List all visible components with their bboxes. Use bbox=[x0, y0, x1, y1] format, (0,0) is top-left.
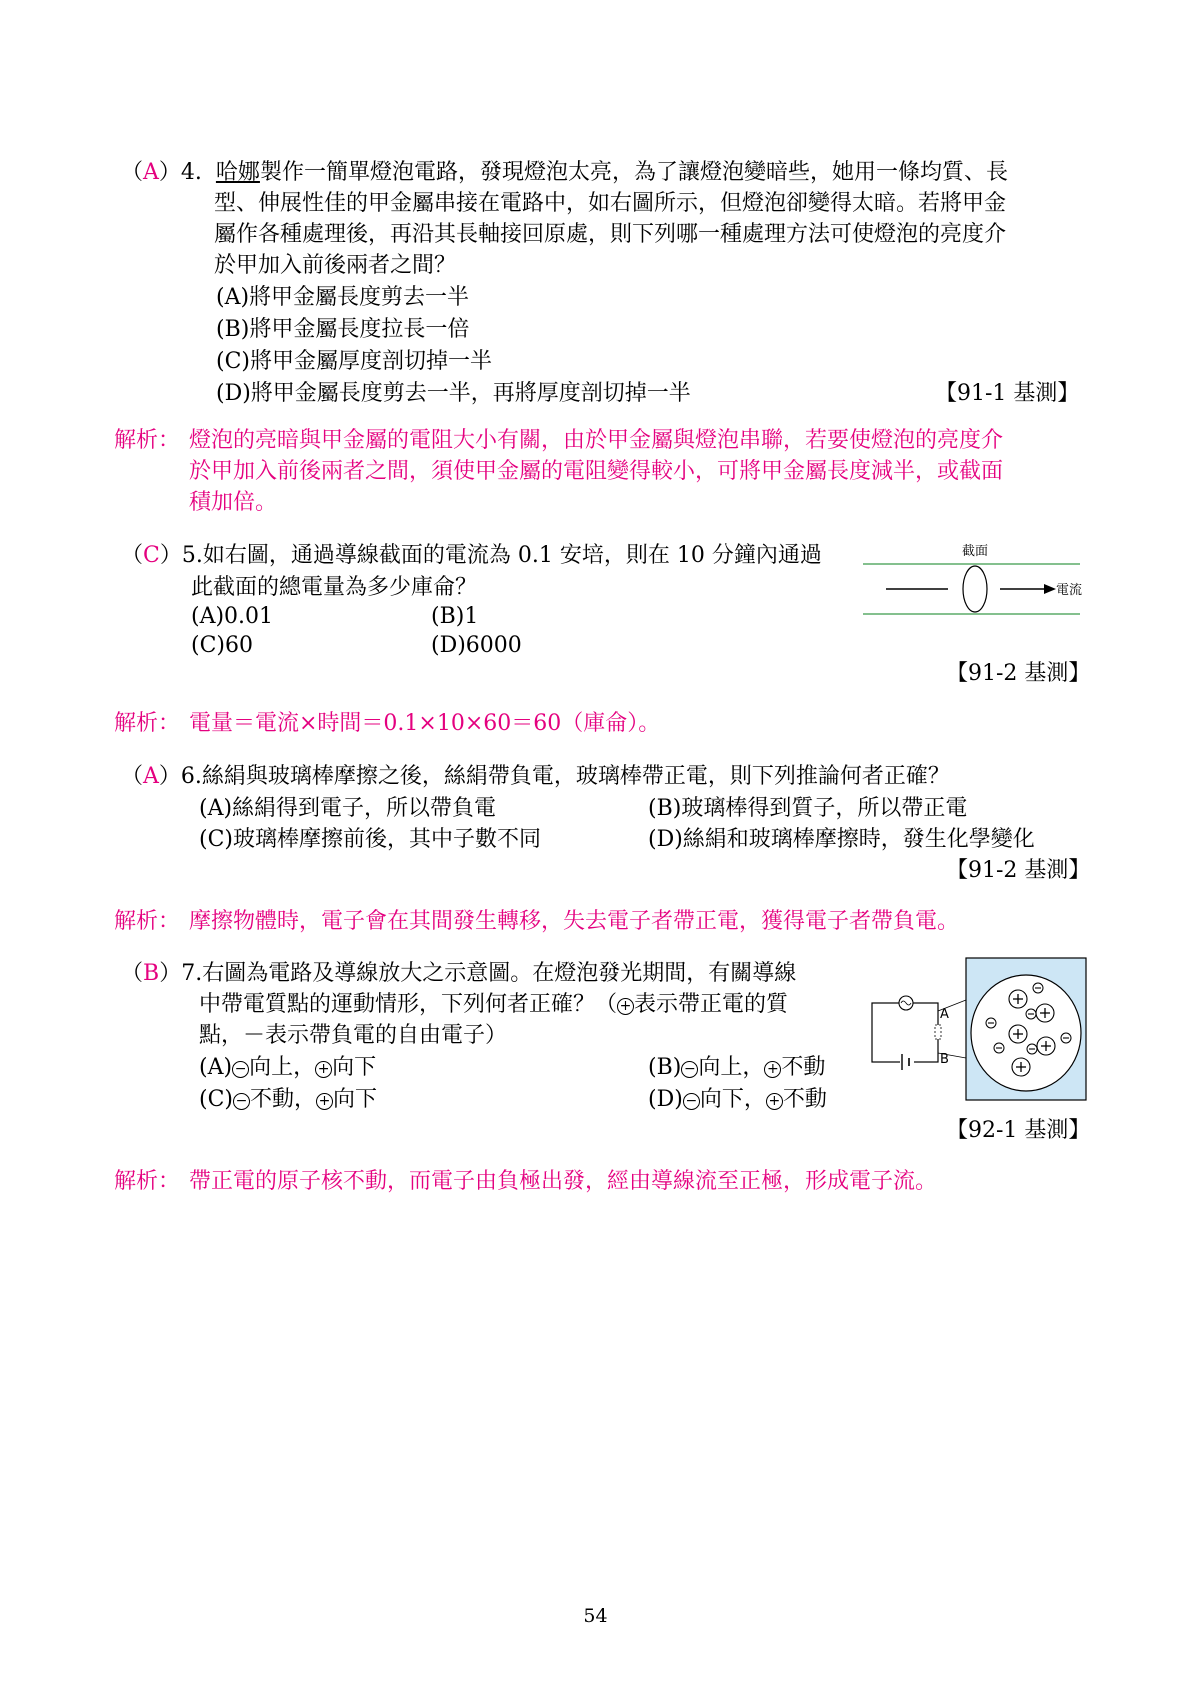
q5-explanation-label: 解析： bbox=[114, 711, 181, 736]
q7-explanation-text: 帶正電的原子核不動，而電子由負極出發，經由導線流至正極，形成電子流。 bbox=[189, 1169, 938, 1194]
q4-option-d: (D)將甲金屬長度剪去一半，再將厚度剖切掉一半 bbox=[216, 381, 691, 406]
q5-option-b: (B)1 bbox=[431, 604, 479, 629]
page-number: 54 bbox=[583, 1605, 608, 1627]
q4-option-c: (C)將甲金屬厚度剖切掉一半 bbox=[216, 349, 492, 374]
q4-option-a: (A)將甲金屬長度剪去一半 bbox=[216, 285, 470, 310]
q7-option-d: (D) − 向下， + 不動 bbox=[648, 1087, 827, 1112]
q6-line-1: （A）6.絲絹與玻璃棒摩擦之後，絲絹帶負電，玻璃棒帶正電，則下列推論何者正確？ bbox=[121, 764, 950, 789]
q7-text-2a: 中帶電質點的運動情形，下列何者正確？（ bbox=[199, 992, 618, 1017]
q4-explanation-line-2: 於甲加入前後兩者之間，須使甲金屬的電阻變得較小，可將甲金屬長度減半，或截面 bbox=[189, 459, 1004, 484]
q4-source: 【91-1 基測】 bbox=[935, 381, 1080, 406]
q6-source: 【91-2 基測】 bbox=[946, 858, 1091, 883]
cross-section-ellipse bbox=[963, 566, 987, 612]
q6-option-c: (C)玻璃棒摩擦前後，其中子數不同 bbox=[199, 827, 542, 852]
q4-explanation-line-3: 積加倍。 bbox=[189, 490, 278, 515]
circuit-loop bbox=[872, 1003, 938, 1062]
q4-explanation-label: 解析： bbox=[114, 428, 181, 453]
plus-circle-icon: + bbox=[764, 1061, 781, 1078]
q5-option-d: (D)6000 bbox=[431, 633, 522, 658]
q6-explanation-label: 解析： bbox=[114, 909, 181, 934]
minus-circle-icon: − bbox=[233, 1093, 250, 1110]
q6-option-a: (A)絲絹得到電子，所以帶負電 bbox=[199, 796, 497, 821]
q5-label-section: 截面 bbox=[962, 544, 989, 559]
q7-label-a: A bbox=[940, 1007, 949, 1022]
q5-text-2: 此截面的總電量為多少庫侖？ bbox=[191, 575, 478, 600]
q4-line-1: （A）4. 哈娜製作一簡單燈泡電路，發現燈泡太亮，為了讓燈泡變暗些，她用一條均質、長 bbox=[121, 160, 1008, 185]
q7-option-c: (C) − 不動， + 向下 bbox=[199, 1087, 378, 1112]
q5-label-current: 電流 bbox=[1056, 583, 1083, 598]
q4-text-1: 製作一簡單燈泡電路，發現燈泡太亮，為了讓燈泡變暗些，她用一條均質、長 bbox=[259, 160, 1008, 185]
q7-explanation-label: 解析： bbox=[114, 1169, 181, 1194]
minus-circle-icon: − bbox=[681, 1061, 698, 1078]
q6-explanation-text: 摩擦物體時，電子會在其間發生轉移，失去電子者帶正電，獲得電子者帶負電。 bbox=[189, 909, 960, 934]
q7-text-1: 7.右圖為電路及導線放大之示意圖。在燈泡發光期間，有關導線 bbox=[181, 961, 797, 986]
q5-option-c: (C)60 bbox=[191, 633, 253, 658]
q4-number: 4. bbox=[180, 160, 202, 185]
q5-answer: C bbox=[143, 543, 160, 568]
q7-source: 【92-1 基測】 bbox=[946, 1118, 1091, 1143]
q5-wire-figure bbox=[858, 540, 1088, 620]
q5-source: 【91-2 基測】 bbox=[946, 661, 1091, 686]
q6-option-d: (D)絲絹和玻璃棒摩擦時，發生化學變化 bbox=[648, 827, 1035, 852]
q4-text-3: 屬作各種處理後，再沿其長軸接回原處，則下列哪一種處理方法可使燈泡的亮度介 bbox=[214, 222, 1007, 247]
q7-circuit-figure bbox=[868, 955, 1090, 1105]
q4-text-4: 於甲加入前後兩者之間？ bbox=[214, 253, 457, 278]
q6-option-b: (B)玻璃棒得到質子，所以帶正電 bbox=[648, 796, 968, 821]
q4-option-b: (B)將甲金屬長度拉長一倍 bbox=[216, 317, 470, 342]
minus-circle-icon: − bbox=[683, 1093, 700, 1110]
q7-answer: B bbox=[143, 961, 160, 986]
q4-explanation-line-1: 燈泡的亮暗與甲金屬的電阻大小有關，由於甲金屬與燈泡串聯，若要使燈泡的亮度介 bbox=[189, 428, 1004, 453]
plus-circle-icon: + bbox=[315, 1061, 332, 1078]
q4-name: 哈娜 bbox=[215, 160, 260, 185]
q4-text-2: 型、伸展性佳的甲金屬串接在電路中，如右圖所示，但燈泡卻變得太暗。若將甲金 bbox=[214, 191, 1007, 216]
q7-text-3: 點，－表示帶負電的自由電子） bbox=[199, 1023, 508, 1048]
q6-answer: A bbox=[143, 764, 159, 789]
q7-text-2 bbox=[199, 989, 788, 1020]
q7-label-b: B bbox=[940, 1052, 949, 1067]
q6-text-1: 6.絲絹與玻璃棒摩擦之後，絲絹帶負電，玻璃棒帶正電，則下列推論何者正確？ bbox=[180, 764, 950, 789]
q4-answer: A bbox=[143, 160, 159, 185]
q7-option-b: (B) − 向上， + 不動 bbox=[648, 1055, 826, 1080]
current-arrow-head-icon bbox=[1044, 584, 1056, 594]
q5-option-a: (A)0.01 bbox=[191, 604, 274, 629]
plus-circle-icon: + bbox=[617, 998, 634, 1015]
plus-circle-icon: + bbox=[766, 1093, 783, 1110]
plus-circle-icon: + bbox=[316, 1093, 333, 1110]
q5-line-1: （C）5.如右圖，通過導線截面的電流為 0.1 安培，則在 10 分鐘內通過 bbox=[121, 543, 822, 568]
q5-explanation-text: 電量＝電流×時間＝0.1×10×60＝60（庫侖）。 bbox=[189, 711, 661, 736]
q7-option-a: (A) − 向上， + 向下 bbox=[199, 1055, 377, 1080]
q7-text-2b: 表示帶正電的質 bbox=[634, 992, 789, 1017]
minus-circle-icon: − bbox=[232, 1061, 249, 1078]
q7-line-1: （B）7.右圖為電路及導線放大之示意圖。在燈泡發光期間，有關導線 bbox=[121, 961, 797, 986]
q5-text-1: 5.如右圖，通過導線截面的電流為 0.1 安培，則在 10 分鐘內通過 bbox=[181, 543, 822, 568]
